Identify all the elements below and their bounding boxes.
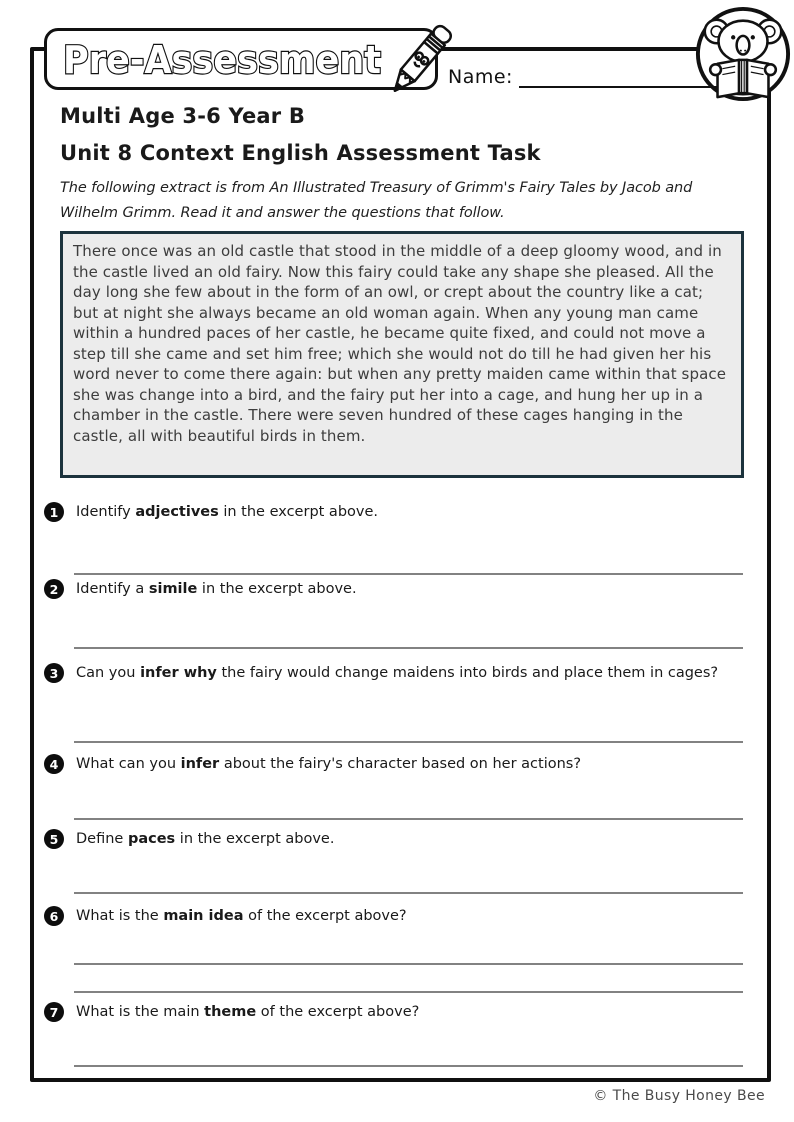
q7-post: of the excerpt above? <box>256 1004 420 1020</box>
q5-post: in the excerpt above. <box>175 831 335 847</box>
question-5-text <box>76 829 334 847</box>
name-field <box>448 60 717 88</box>
book-right-page <box>747 60 769 97</box>
question-7-number: 7 <box>44 1002 64 1022</box>
question-6 <box>44 906 407 926</box>
question-6-text <box>76 906 407 924</box>
name-label: Name: <box>448 66 513 88</box>
unit-title: Unit 8 Context English Assessment Task <box>60 141 541 165</box>
koala-nose <box>737 36 750 55</box>
q6-keyword: main idea <box>163 908 244 924</box>
q4-pre: What can you <box>76 756 181 772</box>
q7-keyword: theme <box>204 1004 257 1020</box>
program-title: Multi Age 3-6 Year B <box>60 104 306 128</box>
answer-line-q2[interactable] <box>74 647 743 649</box>
answer-line-q6-a[interactable] <box>74 963 743 965</box>
book-left-page <box>718 60 740 97</box>
question-5 <box>44 829 334 849</box>
book-spine <box>739 60 747 93</box>
q2-keyword: simile <box>148 581 198 597</box>
answer-line-q6-b[interactable] <box>74 991 743 993</box>
q6-post: of the excerpt above? <box>243 908 407 924</box>
question-4-text <box>76 754 581 772</box>
q5-keyword: paces <box>127 831 176 847</box>
page-title: Pre-Assessment <box>63 38 381 82</box>
question-7-text <box>76 1002 419 1020</box>
question-1-number: 1 <box>44 502 64 522</box>
question-2-number: 2 <box>44 579 64 599</box>
q3-keyword: infer why <box>140 665 217 681</box>
koala-paw-right <box>765 64 776 75</box>
extract-box <box>60 231 744 478</box>
question-7 <box>44 1002 419 1022</box>
question-1 <box>44 502 378 522</box>
q2-post: in the excerpt above. <box>197 581 357 597</box>
question-3-text <box>76 663 718 681</box>
answer-line-q4[interactable] <box>74 818 743 820</box>
q7-pre: What is the main <box>76 1004 205 1020</box>
q5-pre: Define <box>76 831 128 847</box>
question-3 <box>44 663 718 683</box>
extract-text: There once was an old castle that stood in the middle of a deep gloomy wood, and in the castle lived an old fairy. Now this fairy could take any shape she pleased. All the day long she few about in the form of an owl, or crept about the country like a cat; but at night she always became an old woman again. When any young man came within a hundred paces of her castle, he became quite fixed, and could not move a step till she came and set him free; which she would not do till he had given her his word never to come there again: but when any pretty maiden came within that space she was change into a bird, and the fairy put her into a cage, and hung her up in a chamber in the castle. There were seven hundred of these cages hanging in the castle, all with beautiful birds in them. <box>73 242 727 445</box>
q4-keyword: infer <box>180 756 220 772</box>
q3-post: the fairy would change maidens into birds and place them in cages? <box>216 665 719 681</box>
q2-pre: Identify a <box>76 581 149 597</box>
question-1-text <box>76 502 378 520</box>
question-4-number: 4 <box>44 754 64 774</box>
koala-reading-book-icon <box>694 5 792 103</box>
question-2-text <box>76 579 357 597</box>
intro-instructions: The following extract is from An Illustrated Treasury of Grimm's Fairy Tales by Jacob and Wilhelm Grimm. Read it and answer the questions that follow. <box>60 180 693 221</box>
q1-post: in the excerpt above. <box>218 504 379 520</box>
question-2 <box>44 579 357 599</box>
question-4 <box>44 754 581 774</box>
q1-keyword: adjectives <box>135 504 219 520</box>
pencil-icon <box>378 14 458 114</box>
q3-pre: Can you <box>76 665 141 681</box>
q6-pre: What is the <box>76 908 164 924</box>
copyright-credit: © The Busy Honey Bee <box>593 1088 765 1104</box>
question-3-number: 3 <box>44 663 64 683</box>
answer-line-q7[interactable] <box>74 1065 743 1067</box>
q1-pre: Identify <box>76 504 136 520</box>
q4-post: about the fairy's character based on her actions? <box>219 756 582 772</box>
question-6-number: 6 <box>44 906 64 926</box>
name-line[interactable] <box>519 60 717 88</box>
answer-line-q3[interactable] <box>74 741 743 743</box>
badge-title-art <box>47 31 429 87</box>
question-5-number: 5 <box>44 829 64 849</box>
answer-line-q1[interactable] <box>74 573 743 575</box>
answer-line-q5[interactable] <box>74 892 743 894</box>
